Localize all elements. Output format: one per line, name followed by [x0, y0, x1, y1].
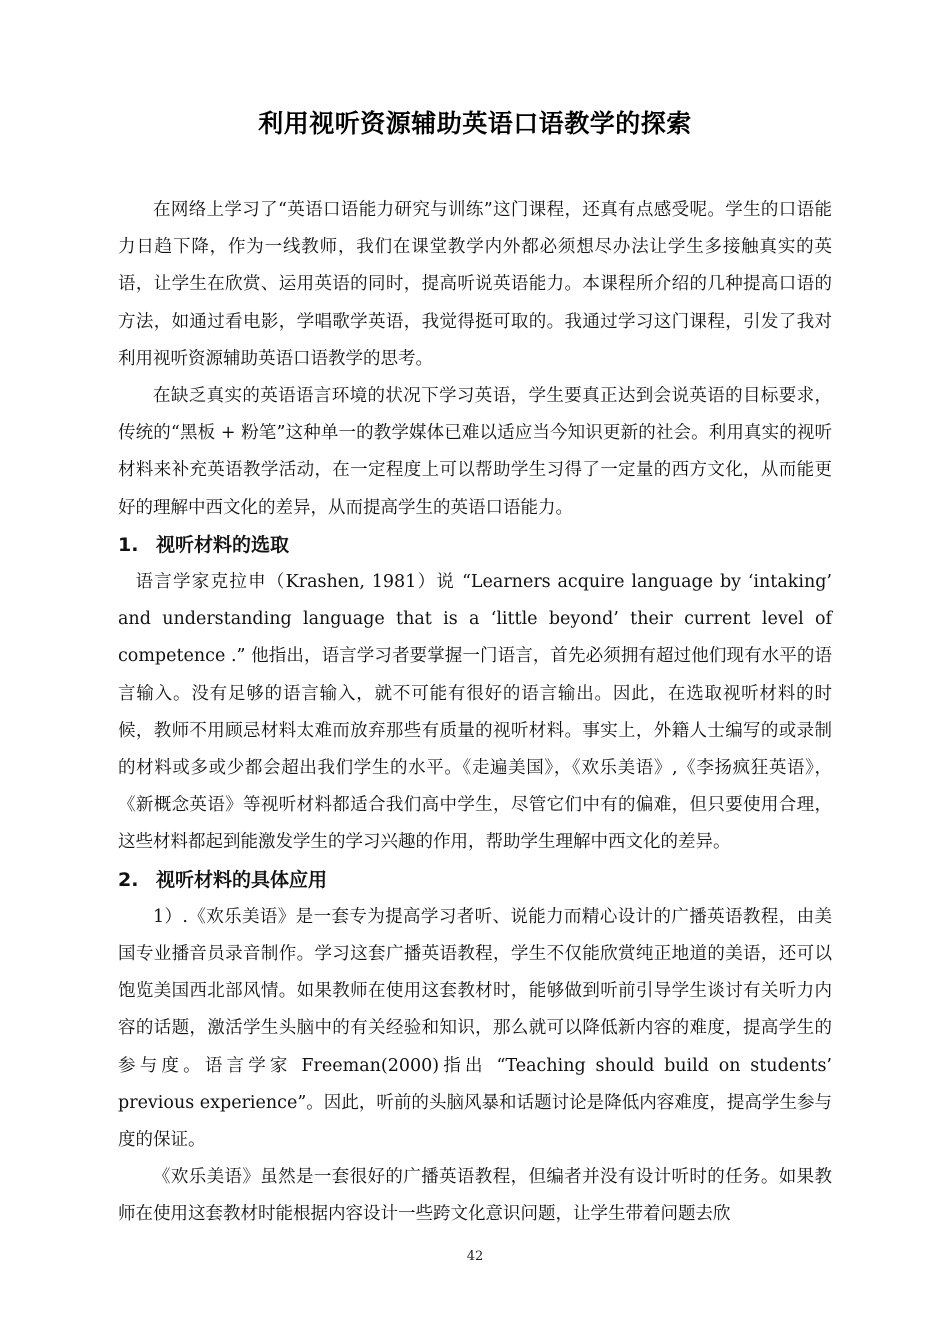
- section-heading-2: [118, 862, 832, 899]
- section-heading-1: [118, 527, 832, 564]
- section-number: 1.: [118, 533, 139, 556]
- paragraph-material-selection: 语言学家克拉申（Krashen, 1981）说 “Learners acquire language by ‘intaking’ and understanding language that is a ‘little beyond’ their current level of competence .” 他指出，语言学习者要掌握一门语言，首先必须拥有超过他们现有水平的语言输入。没有足够的语言输入，就不可能有很好的语言输出。因此，在选取视听材料的时候，教师不用顾忌材料太难而放弃那些有质量的视听材料。事实上，外籍人士编写的或录制的材料或多或少都会超出我们学生的水平。《走遍美国》，《欢乐美语》,《李扬疯狂英语》，《新概念英语》等视听材料都适合我们高中学生，尽管它们中有的偏难，但只要使用合理，这些材料都起到能激发学生的学习兴趣的作用，帮助学生理解中西文化的差异。: [118, 572, 832, 853]
- paragraph-application-2: 《欢乐美语》虽然是一套很好的广播英语教程，但编者并没有设计听时的任务。如果教师在使用这套教材时能根据内容设计一些跨文化意识问题，让学生带着问题去欣: [118, 1167, 832, 1225]
- section-number: 2.: [118, 868, 139, 891]
- paragraph-application-1: 1）.《欢乐美语》是一套专为提高学习者听、说能力而精心设计的广播英语教程，由美国专业播音员录音制作。学习这套广播英语教程，学生不仅能欣赏纯正地道的美语，还可以饱览美国西北部风情。如果教师在使用这套教材时，能够做到听前引导学生谈讨有关听力内容的话题，激活学生头脑中的有关经验和知识，那么就可以降低新内容的难度，提高学生的参与度。语言学家 Freeman(2000)指出 “Teaching should build on students’ previous experience”。因此，听前的头脑风暴和话题讨论是降低内容难度，提高学生参与度的保证。: [118, 906, 832, 1151]
- page-number: 42: [466, 1249, 484, 1264]
- section-title: 视听材料的具体应用: [156, 868, 328, 891]
- document-body: [118, 192, 832, 1234]
- paragraph-intro: 在网络上学习了“英语口语能力研究与训练”这门课程，还真有点感受呢。学生的口语能力日趋下降，作为一线教师，我们在课堂教学内外都必须想尽办法让学生多接触真实的英语，让学生在欣赏、运用英语的同时，提高听说英语能力。本课程所介绍的几种提高口语的方法，如通过看电影，学唱歌学英语，我觉得挺可取的。我通过学习这门课程，引发了我对利用视听资源辅助英语口语教学的思考。: [118, 200, 832, 369]
- document-title: 利用视听资源辅助英语口语教学的探索: [258, 109, 692, 138]
- paragraph-context: 在缺乏真实的英语语言环境的状况下学习英语，学生要真正达到会说英语的目标要求，传统的“黑板 + 粉笔”这种单一的教学媒体已难以适应当今知识更新的社会。利用真实的视听材料来补充英语教学活动，在一定程度上可以帮助学生习得了一定量的西方文化，从而能更好的理解中西文化的差异，从而提高学生的英语口语能力。: [118, 386, 832, 518]
- section-title: 视听材料的选取: [156, 533, 290, 556]
